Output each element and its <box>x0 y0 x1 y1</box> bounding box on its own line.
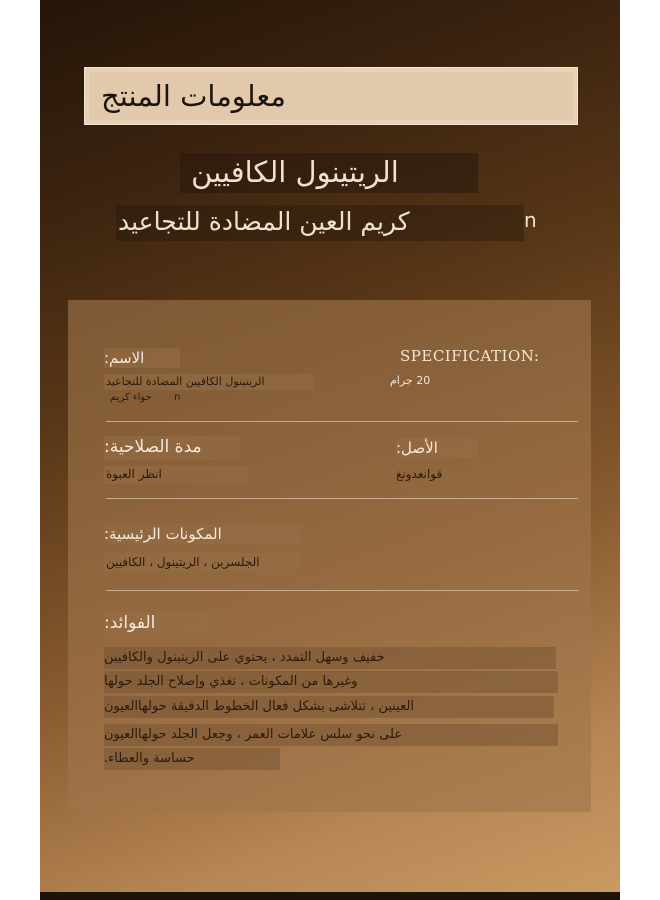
benefit-line: العينين ، تتلاشى بشكل فعال الخطوط الدقيقة حولهاالعيون <box>104 699 414 714</box>
name-value-line1: الريتينول الكافيين المضادة للتجاعيد <box>106 375 265 388</box>
origin-value: قوانغدونغ <box>396 467 443 481</box>
shelf-life-value: انظر العبوة <box>106 467 162 481</box>
benefits-label: الفوائد: <box>104 613 156 633</box>
bottom-strip <box>40 892 620 900</box>
divider <box>106 590 578 591</box>
divider <box>106 421 578 422</box>
origin-label: الأصل: <box>396 439 438 457</box>
hero-glyph: n <box>524 208 537 232</box>
name-value-line2: حواء كريم <box>110 392 152 403</box>
benefit-line: على نحو سلس علامات العمر ، وجعل الجلد حولهاالعيون <box>104 727 403 742</box>
benefit-line: حساسة والعطاء. <box>104 751 195 766</box>
specs-card <box>68 300 591 812</box>
product-info-page <box>40 0 620 892</box>
header-banner <box>84 67 578 125</box>
page-title: معلومات المنتج <box>101 79 286 113</box>
specification-label: SPECIFICATION: <box>400 347 540 365</box>
divider <box>106 498 578 499</box>
benefit-line: خفيف وسهل التمدد ، يحتوي على الريتينول والكافيين <box>104 650 385 665</box>
shelf-life-label: مدة الصلاحية: <box>104 437 202 457</box>
specification-value: 20 جرام <box>390 374 431 387</box>
ingredients-label: المكونات الرئيسية: <box>104 525 222 543</box>
product-name-line2: كريم العين المضادة للتجاعيد <box>118 207 410 236</box>
name-value-glyph: n <box>174 392 181 403</box>
ingredients-value: الجلسرين ، الريتينول ، الكافيين <box>106 555 260 569</box>
product-name-line1: الريتينول الكافيين <box>191 155 399 189</box>
benefit-line: وغيرها من المكونات ، تغذي وإصلاح الجلد حولها <box>104 674 358 689</box>
name-label: الاسم: <box>104 349 145 367</box>
